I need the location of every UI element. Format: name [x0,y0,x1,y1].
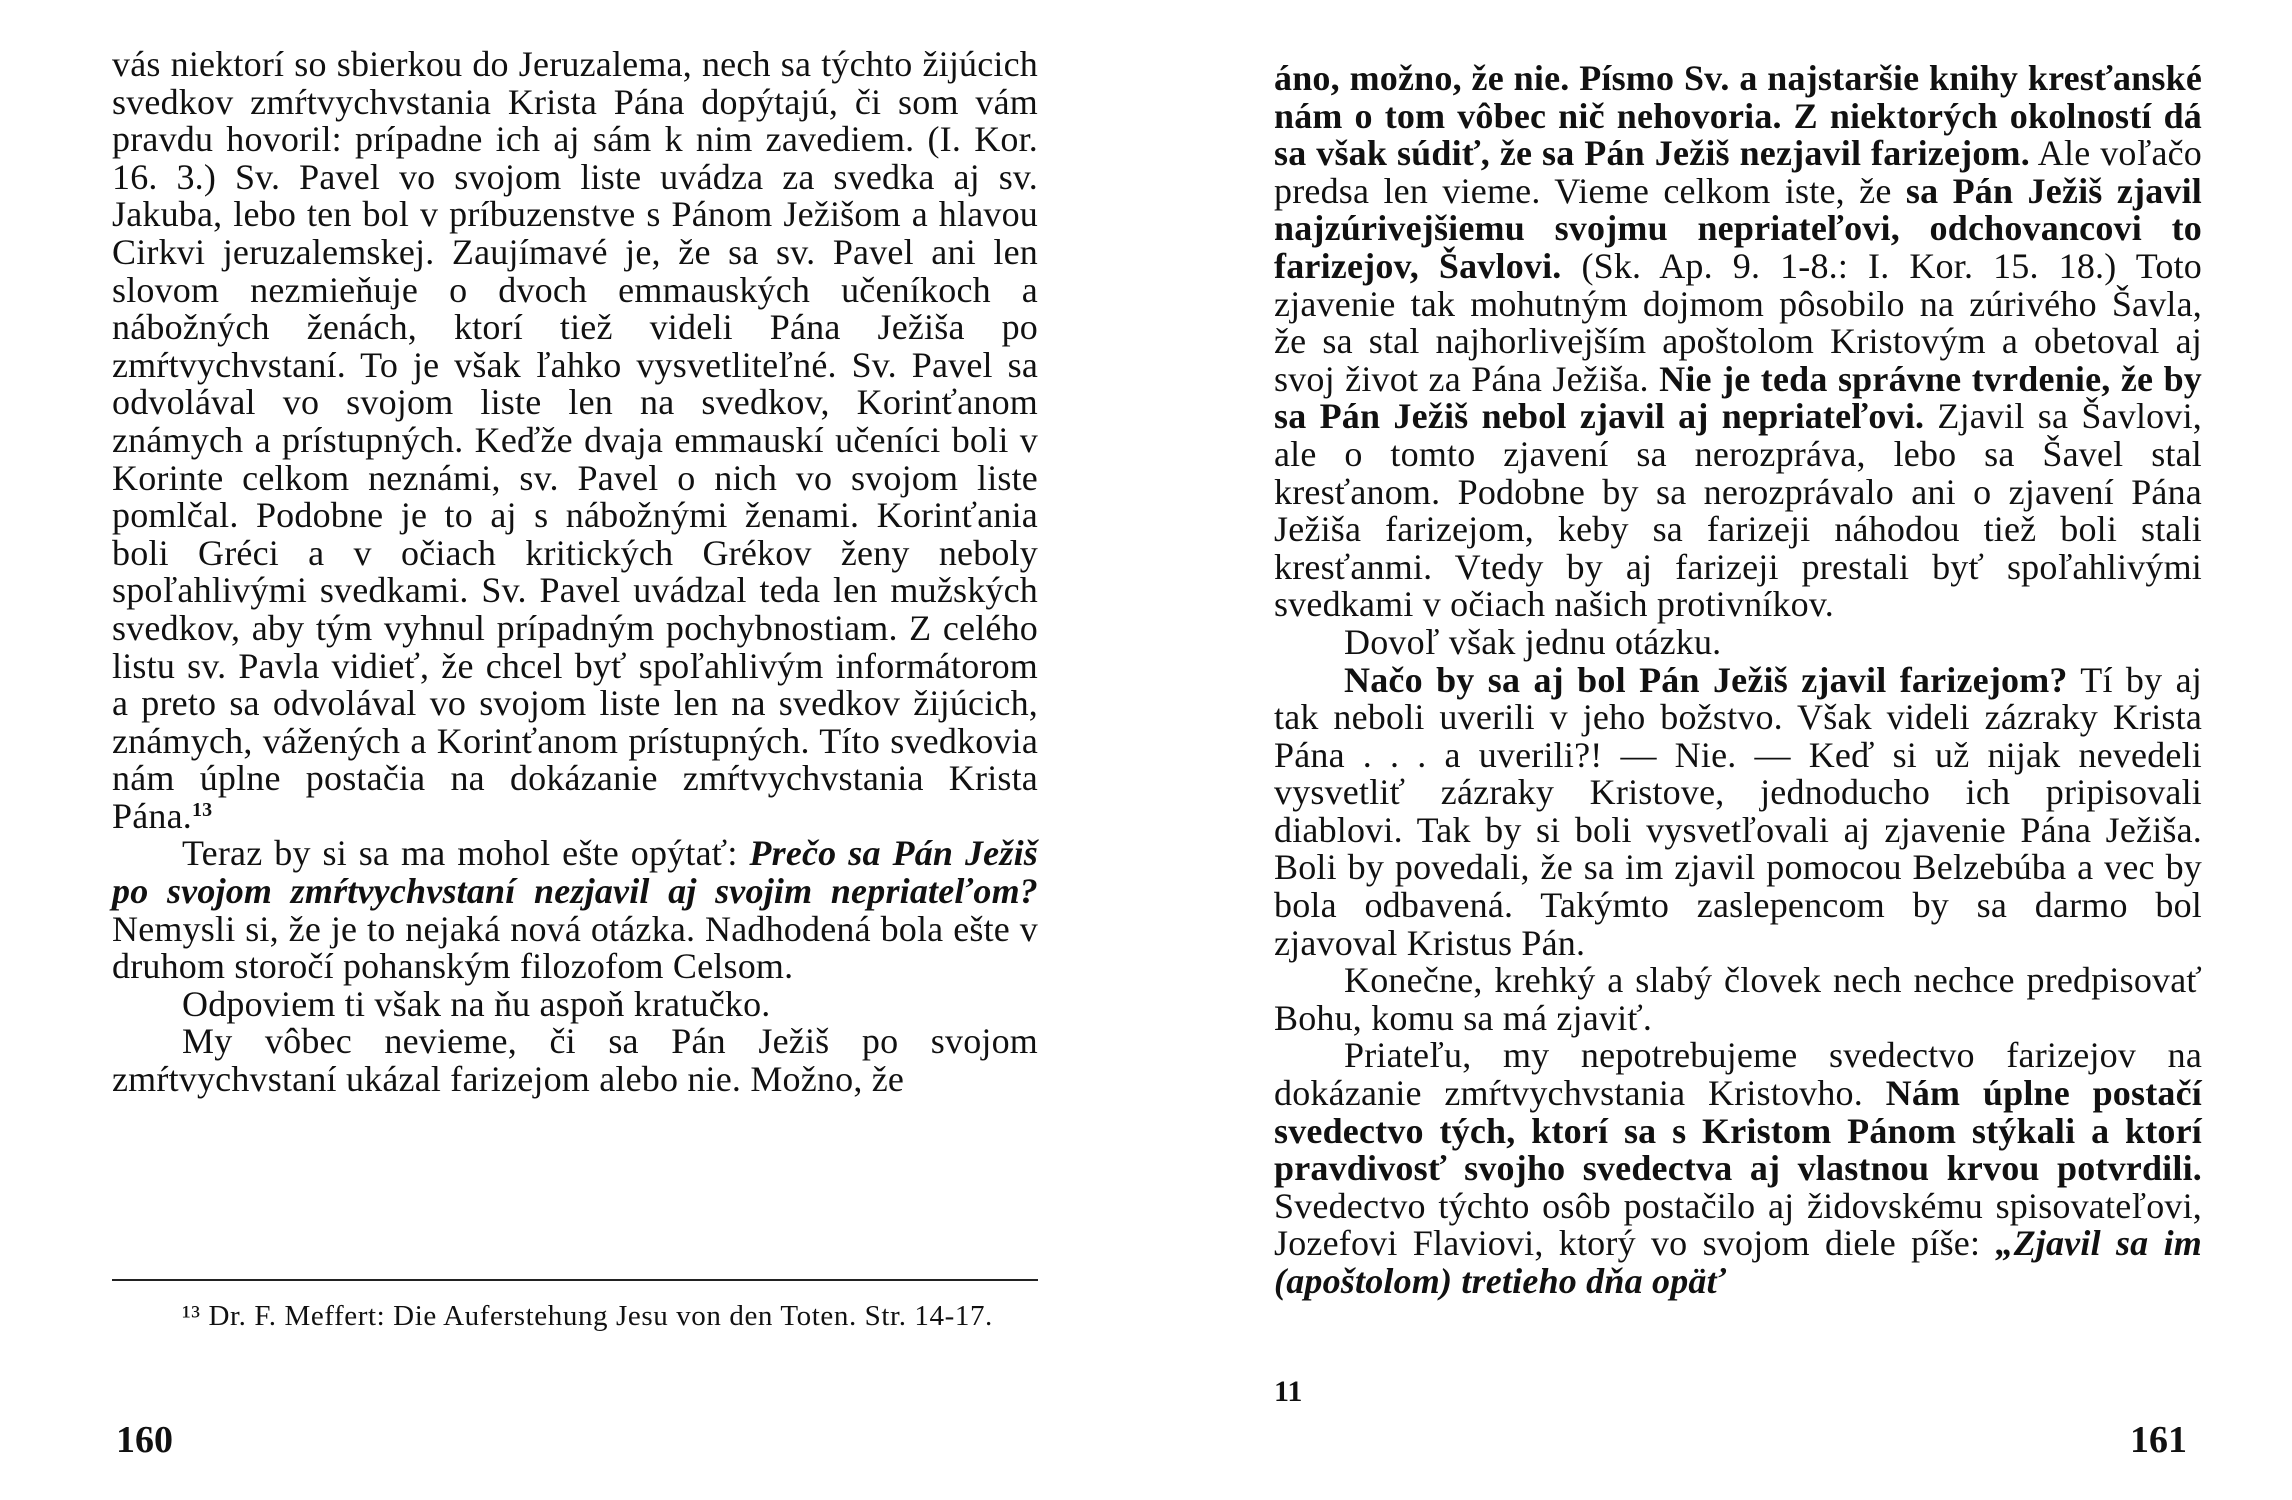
right-body-text [1274,60,2202,1301]
footnote-divider [112,1279,1038,1281]
page-number-right: 161 [2130,1419,2187,1461]
bold-run: Nám úplne postačí svedectvo tých, ktorí sa s Kristom Pánom stýkali a ktorí pravdivosť svojho svedectva aj vlastnou krvou potvrdili. [1274,1073,2202,1189]
paragraph [112,983,1038,1024]
footnote-reference: 13 [191,798,213,821]
text-run: (Sk. Ap. 9. 1-8.: I. Kor. 15. 18.) Toto zjavenie tak mohutným dojmom pôsobilo na zúrivého Šavla, že sa stal najhorlivejším apoštolom Kristovým a obetoval aj svoj život za Pána Ježiša. [1274,245,2202,399]
paragraph [1274,962,2202,1037]
text-run: vás niektorí so sbierkou do Jeruzalema, nech sa týchto žijúcich svedkov zmŕtvychvstania Krista Pána dopýtajú, či som vám pravdu hovoril: prípadne ich aj sám k nim zavediem. (I. Kor. 16. 3.) Sv. Pavel vo svojom liste uvádza za svedka aj sv. Jakuba, lebo ten bol v príbuzenstve s Pánom Ježišom a hlavou Cirkvi jeruzalemskej. Zaujímavé je, že sa sv. Pavel ani len slovom nezmieňuje o dvoch emmauských učeníkoch a nábožných ženách, ktorí tiež videli Pána Ježiša po zmŕtvychvstaní. To je však ľahko vysvetliteľné. Sv. Pavel sa odvolával vo svojom liste len na svedkov, Korinťanom známych a prístupných. Keďže dvaja emmauskí učeníci boli v Korinte celkom neznámi, sv. Pavel o nich vo svojom liste pomlčal. Podobne je to aj s nábožnými ženami. Korinťania boli Gréci a v očiach kritických Grékov ženy neboly spoľahlivými svedkami. Sv. Pavel uvádzal teda len mužských svedkov, aby tým vyhnul prípadným pochybnostiam. Z celého listu sv. Pavla vidieť, že chcel byť spoľahlivým informátorom a preto sa odvolával vo svojom liste len na svedkov žijúcich, známych, vážených a Korinťanom prístupných. Títo svedkovia nám úplne postačia na dokázanie zmŕtvychvstania Krista Pána. [112,44,1038,836]
text-run: Dovoľ však jednu otázku. [1344,621,1722,662]
text-run: Svedectvo týchto osôb postačilo aj židovskému spisovateľovi, Jozefovi Flaviovi, ktorý vo svojom diele píše: [1274,1185,2202,1264]
paragraph [112,46,1038,835]
text-run: Tí by aj tak neboli uverili v jeho božstvo. Však videli zázraky Krista Pána . . . a uverili?! — Nie. — Keď si už nijak nevedeli vysvetliť zázraky Kristove, jednoducho ich pripisovali diablovi. Tak by si boli vysvetľovali aj zjavenie Pána Ježiša. Boli by povedali, že sa im zjavil pomocou Belzebúba a vec by bola odbavená. Takýmto zaslepencom by sa darmo bol zjavoval Kristus Pán. [1274,659,2203,963]
paragraph [1274,659,2203,963]
bold-run: sa Pán Ježiš zjavil najzúrivejšiemu svojmu nepriateľovi, odchovancovi to farizejov, Šavlovi. [1274,170,2203,286]
signature-mark: 11 [1274,1375,1303,1408]
text-run: My vôbec nevieme, či sa Pán Ježiš po svojom zmŕtvychvstaní ukázal farizejom alebo nie. Možno, že [112,1021,1038,1100]
bold-run: áno, možno, že nie. Písmo Sv. a najstaršie knihy kresťanské nám o tom vôbec nič nehovoria. Z niektorých okolností dá sa však súdiť, že sa Pán Ježiš nezjavil farizejom. [1274,58,2202,174]
paragraph [1274,60,2202,624]
text-run: Priateľu, my nepotrebujeme svedectvo farizejov na dokázanie zmŕtvychvstania Kristovho. [1274,1035,2202,1114]
bold-run: Načo by sa aj bol Pán Ježiš zjavil farizejom? [1344,659,2068,700]
emphasis-run: „Zjavil sa im (apoštolom) tretieho dňa opäť [1274,1223,2202,1301]
paragraph [1274,621,2202,662]
paragraph [1274,1037,2202,1300]
text-run: Ale voľačo predsa len vieme. Vieme celkom iste, že [1274,133,2203,211]
text-run: Nemysli si, že je to nejaká nová otázka. Nadhodená bola ešte v druhom storočí pohanským filozofom Celsom. [112,908,1038,987]
page-number-left: 160 [116,1419,173,1461]
emphasis-run: Prečo sa Pán Ježiš po svojom zmŕtvychvstaní nezjavil aj svojim nepriateľom? [112,833,1038,912]
text-run: Odpoviem ti však na ňu aspoň kratučko. [182,983,771,1024]
text-run: Zjavil sa Šavlovi, ale o tomto zjavení sa nerozpráva, lebo sa Šavel stal kresťanom. Podobne by sa nerozprávalo ani o zjavení Pána Ježiša farizejom, keby sa farizeji náhodou tiež boli stali kresťanmi. Vtedy by aj farizeji prestali byť spoľahlivými svedkami v očiach našich protivníkov. [1274,396,2202,625]
paragraph [112,835,1038,985]
bold-run: Nie je teda správne tvrdenie, že by sa Pán Ježiš nebol zjavil aj nepriateľovi. [1274,358,2203,437]
text-run: Konečne, krehký a slabý človek nech nechce predpisovať Bohu, komu sa má zjaviť. [1274,960,2202,1038]
paragraph [112,1023,1038,1098]
left-body-text [112,46,1038,1099]
right-page [1146,0,2292,1500]
text-run: Teraz by si sa ma mohol ešte opýtať: [182,833,750,874]
footnote: ¹³ Dr. F. Meffert: Die Auferstehung Jesu von den Toten. Str. 14-17. [182,1300,993,1332]
